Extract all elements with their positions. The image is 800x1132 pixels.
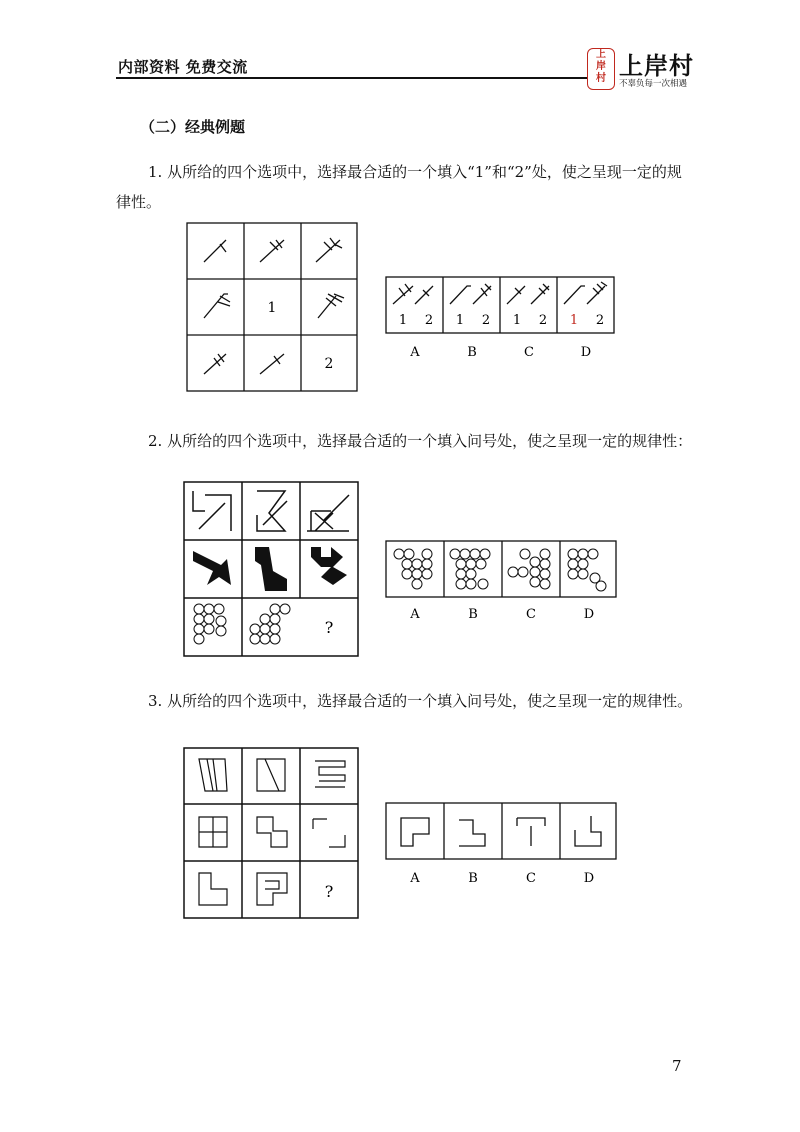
option-a-label[interactable]: A [410, 345, 420, 360]
opt-a-num-2: 2 [424, 313, 434, 328]
question-1-text: 1. 从所给的四个选项中，选择最合适的一个填入“1”和“2”处，使之呈现一定的规律性。 [116, 163, 682, 211]
header-divider [116, 77, 588, 79]
option-a-label[interactable]: A [410, 607, 420, 622]
option-d-label[interactable]: D [583, 607, 595, 622]
opt-d-num-2: 2 [595, 313, 605, 328]
opt-b-num-2: 2 [481, 313, 491, 328]
grid-label-1: 1 [267, 300, 277, 316]
brand-logo [585, 46, 695, 92]
question-2-grid [183, 481, 359, 657]
option-c-label[interactable]: C [526, 871, 536, 886]
opt-c-num-1: 1 [512, 313, 522, 328]
question-3-text: 3. 从所给的四个选项中，选择最合适的一个填入问号处，使之呈现一定的规律性。 [148, 692, 693, 710]
question-3-grid [183, 747, 359, 919]
option-b-label[interactable]: B [467, 345, 477, 360]
option-c-label[interactable]: C [524, 345, 534, 360]
opt-d-num-1: 1 [569, 313, 579, 328]
grid-question-mark: ? [324, 882, 334, 901]
page-number: 7 [672, 1057, 682, 1075]
section-title: （二）经典例题 [140, 118, 246, 136]
question-1-grid [186, 222, 358, 392]
option-a-label[interactable]: A [410, 871, 420, 886]
opt-a-num-1: 1 [398, 313, 408, 328]
logo-name: 上岸村 [619, 52, 694, 80]
option-d-label[interactable]: D [583, 871, 595, 886]
logo-slogan: 不辜负每一次相遇 [619, 79, 688, 89]
question-2-text: 2. 从所给的四个选项中，选择最合适的一个填入问号处，使之呈现一定的规律性： [148, 432, 693, 450]
opt-c-num-2: 2 [538, 313, 548, 328]
question-1-options [385, 276, 617, 362]
header-title: 内部资料 免费交流 [118, 58, 248, 76]
option-c-label[interactable]: C [526, 607, 536, 622]
option-d-label[interactable]: D [580, 345, 592, 360]
logo-seal-icon: 上 岸 村 [587, 48, 615, 90]
grid-question-mark: ? [324, 618, 334, 637]
opt-b-num-1: 1 [455, 313, 465, 328]
question-3-options [385, 802, 619, 888]
question-2-options [385, 540, 619, 624]
option-b-label[interactable]: B [468, 607, 478, 622]
option-b-label[interactable]: B [468, 871, 478, 886]
grid-label-2: 2 [324, 356, 334, 372]
